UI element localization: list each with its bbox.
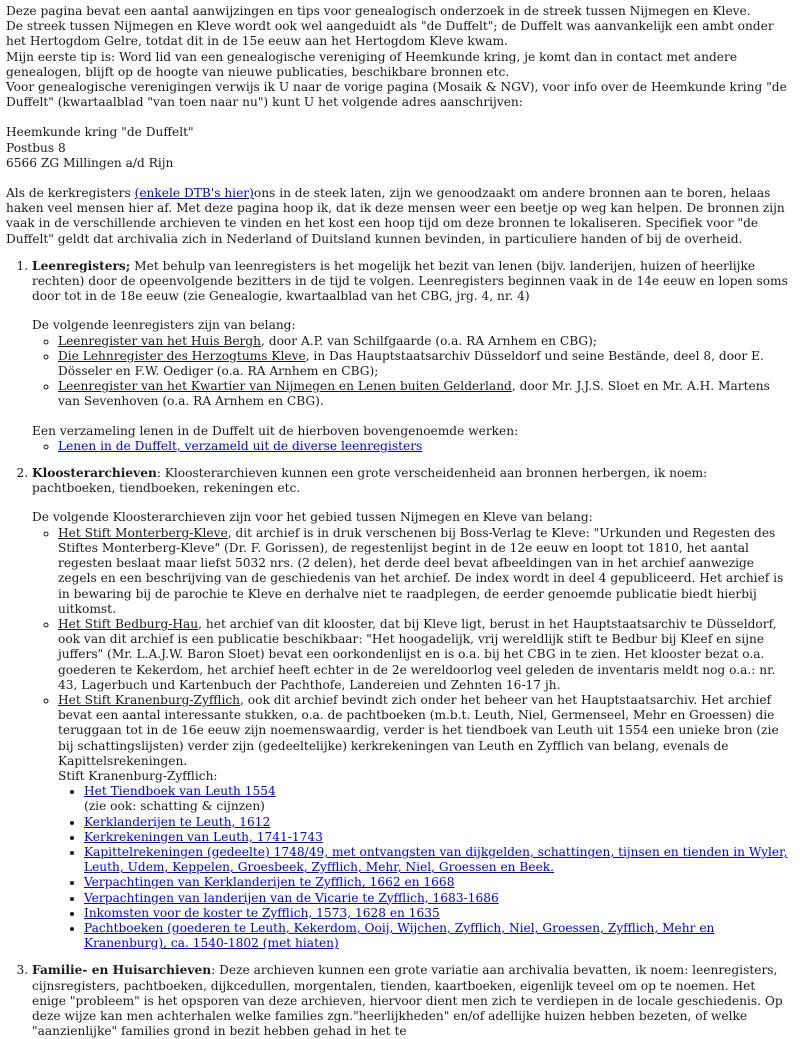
list-item: ◦ Die Lehnregister des Herzogtums Kleve, in Das Hauptstaatsarchiv Düsseldorf und seine Bestände, deel 8, door E. Dösseler en F.W. Oediger (o.a. RA Arnhem en CBG); [58,349,792,379]
section-title: Familie- en Huisarchieven [32,963,212,978]
list-item [84,830,792,845]
section-leenregisters: 1. Leenregisters; Met behulp van leenregisters is het mogelijk het bezit van lenen (bijv. landerijen, huizen of heerlijke rechten) door de opeenvolgende bezitters in de tijd te volgen. Leenregisters beginnen vaak in de 14e eeuw en lopen soms door tot in de 18e eeuw (zie Genealogie, kwartaalblad van het CBG, jrg. 4, nr. 4) De volgende leenregisters zijn van belang: ◦ Leenregister van het Huis Bergh, door A.P. van Schilfgaarde (o.a. RA Arnhem en CBG); ◦ Die Lehnregister des Herzogtums Kleve, in Das Hauptstaatsarchiv Düsseldorf und seine Bestände, deel 8, door E. Dösseler en F.W. Oediger (o.a. RA Arnhem en CBG); ◦ Leenregister van het Kwartier van Nijmegen en Lenen buiten Gelderland, door Mr. J.J.S. Sloet en Mr. A.H. Martens van Sevenhoven (o.a. RA Arnhem en CBG). Een verzameling lenen in de Duffelt uit de hierboven bovengenoemde werken: ◦ Lenen in de Duffelt, verzameld uit de diverse leenregisters [32,259,792,454]
address-block [6,125,792,171]
inkomsten-koster-link[interactable]: Inkomsten voor de koster te Zyfflich, 1573, 1628 en 1635 [84,905,440,920]
intro-line: Voor genealogische verenigingen verwijs ik U naar de vorige pagina (Mosaik & NGV), voor info over de Heemkunde kring "de Duffelt" (kwartaalblad "van toen naar nu") kunt U het volgende adres aanschrijven: [6,80,787,110]
list-item: ◦ Het Stift Bedburg-Hau, het archief van dit klooster, dat bij Kleve ligt, berust in het Hauptstaatsarchiv te Düsseldorf, ook van dit archief is een publicatie beschikbaar: "Het hoogadelijk, vrij wereldlijk stift te Bedbur bij Kleef en sijne juffers" (Mr. L.A.J.W. Baron Sloet) bevat een oorkondenlijst en is o.a. bij het CBG in te zien. Het klooster bezat o.a. goederen te Kekerdom, het archief heeft echter in de 2e wereldoorlog veel geleden de inventaris meldt nog o.a.: nr. 43, Lagerbuch und Kartenbuch der Pachthofe, Landereien und Zehnten 16-17 jh. [58,617,792,693]
list-item [84,815,792,830]
intro-line: Deze pagina bevat een aantal aanwijzingen en tips voor genealogisch onderzoek in de streek tussen Nijmegen en Kleve. [6,4,751,18]
section-familiearchieven: 3. Familie- en Huisarchieven: Deze archieven kunnen een grote variatie aan archivalia bevatten, ik noem: leenregisters, cijnsregisters, pachtboeken, dijkcedullen, morgentalen, tienden, kaartboeken, eigenlijk teveel om op te noemen. Het enige "probleem" is het opsporen van deze archieven, hiervoor dient men zich te verdiepen in de locale geschiedenis. Op deze wijze kan men achterhalen welke families zgn."heerlijkheden" en/of adellijke huizen hebben bezeten, of welke "aanzienlijke" families grond in bezit hebben gehad in het te [32,963,792,1039]
verpachtingen-vicarie-link[interactable]: Verpachtingen van landerijen van de Vicarie te Zyfflich, 1683-1686 [84,890,499,905]
kapittelrekeningen-link[interactable]: Kapittelrekeningen (gedeelte) 1748/49, met ontvangsten van dijkgelden, schattingen, tijnsen en tienden in Wyler, Leuth, Udem, Keppelen, Groesbeek, Zyfflich, Mehr, Niel, Groessen en Beek. [84,844,788,875]
verpachtingen-kerk-link[interactable]: Verpachtingen van Kerklanderijen te Zyfflich, 1662 en 1668 [84,875,455,890]
list-item: • Het Tiendboek van Leuth 1554 (zie ook: schatting & cijnzen) [84,784,792,814]
list-item [84,891,792,906]
lenen-duffelt-link[interactable]: Lenen in de Duffelt, verzameld uit de diverse leenregisters [58,438,423,453]
list-item [58,439,792,454]
list-item: ◦ Leenregister van het Kwartier van Nijmegen en Lenen buiten Gelderland, door Mr. J.J.S. Sloet en Mr. A.H. Martens van Sevenhoven (o.a. RA Arnhem en CBG). [58,379,792,409]
klooster-list [32,526,792,952]
list-item [84,875,792,890]
intro-line: De streek tussen Nijmegen en Kleve wordt ook wel aangeduidt als "de Duffelt"; de Duffelt was aanvankelijk een ambt onder het Hertogdom Gelre, totdat dit in de 15e eeuw aan het Hertogdom Kleve kwam. [6,19,774,49]
intro-line: Mijn eerste tip is: Word lid van een genealogische vereniging of Heemkunde kring, je komt dan in contact met andere genealogen, blijft op de hoogte van nieuwe publicaties, beschikbare bronnen etc. [6,49,738,79]
list-item [84,921,792,951]
list-item: ◦ Leenregister van het Huis Bergh, door A.P. van Schilfgaarde (o.a. RA Arnhem en CBG); [58,334,792,349]
kerkrekeningen-link[interactable]: Kerkrekeningen van Leuth, 1741-1743 [84,829,323,844]
kerkregisters-paragraph: Als de kerkregisters (enkele DTB's hier)ons in de steek laten, zijn we genoodzaakt om andere bronnen aan te boren, helaas haken veel mensen hier af. Met deze pagina hoop ik, dat ik deze mensen weer een beetje op weg kan helpen. De bronnen zijn vaak in de verschillende archieven te vinden en het kost een hoop tijd om deze bronnen te lokaliseren. Specifiek voor "de Duffelt" geldt dat archivalia zich in Nederland of Duitsland kunnen bevinden, in particuliere handen of bij de overheid. [6,186,785,246]
kranenburg-links [58,784,792,951]
list-item [84,845,792,875]
address-name: Heemkunde kring "de Duffelt" [6,125,194,140]
leenregister-list [32,334,792,410]
kerklanderijen-link[interactable]: Kerklanderijen te Leuth, 1612 [84,814,271,829]
list-item: ◦ Het Stift Monterberg-Kleve, dit archief is in druk verschenen bij Boss-Verlag te Kleve: "Urkunden und Regesten des Stiftes Monterberg-Kleve" (Dr. F. Gorissen), de regestenlijst begint in de 12e eeuw en loopt tot 1810, het aantal regesten beslaat maar liefst 5032 nrs. (2 delen), het derde deel bevat afbeeldingen van in het archief aanwezige zegels en een beschrijving van de geschiedenis van het archief. De index wordt in deel 4 gepubliceerd. Het archief is in bewaring bij de parochie te Kleve en derhalve niet te raadplegen, de eerder genoemde publicatie biedt hierbij uitkomst. [58,526,792,617]
section-kloosterarchieven: 2. Kloosterarchieven: Kloosterarchieven kunnen een grote verscheidenheid aan bronnen herbergen, ik noem: pachtboeken, tiendboeken, rekeningen etc. De volgende Kloosterarchieven zijn voor het gebied tussen Nijmegen en Kleve van belang: ◦ Het Stift Monterberg-Kleve, dit archief is in druk verschenen bij Boss-Verlag te Kleve: "Urkunden und Regesten des Stiftes Monterberg-Kleve" (Dr. F. Gorissen), de regestenlijst begint in de 12e eeuw en loopt tot 1810, het aantal regesten beslaat maar liefst 5032 nrs. (2 delen), het derde deel bevat afbeeldingen van in het archief aanwezige zegels en een beschrijving van de geschiedenis van het archief. De index wordt in deel 4 gepubliceerd. Het archief is in bewaring bij de parochie te Kleve en derhalve niet te raadplegen, de eerder genoemde publicatie biedt hierbij uitkomst. ◦ Het Stift Bedburg-Hau, het archief van dit klooster, dat bij Kleve ligt, berust in het Hauptstaatsarchiv te Düsseldorf, ook van dit archief is een publicatie beschikbaar: "Het hoogadelijk, vrij wereldlijk stift te Bedbur bij Kleef en sijne juffers" (Mr. L.A.J.W. Baron Sloet) bevat een oorkondenlijst en is o.a. bij het CBG in te zien. Het klooster bezat o.a. goederen te Kekerdom, het archief heeft echter in de 2e wereldoorlog veel geleden de inventaris meldt nog o.a.: nr. 43, Lagerbuch und Kartenbuch der Pachthofe, Landereien und Zehnten 16-17 jh. ◦ Het Stift Kranenburg-Zyfflich, ook dit archief bevindt zich onder het beheer van het Hauptstaatsarchiv. Het archief bevat een aantal interessante stukken, o.a. de pachtboeken (m.b.t. Leuth, Niel, Germenseel, Mehr en Groessen) die teruggaan tot in de 16e eeuw zijn noemenswaardig, verder is het tiendboek van Leuth uit 1554 een unieke bron (zie bij schattingslijsten) verder zijn (gedeeltelijke) kerkrekeningen van Leuth en Zyfflich van belang, evenals de Kapittelsrekeningen. Stift Kranenburg-Zyfflich: • Het Tiendboek van Leuth 1554 (zie ook: schatting & cijnzen) • Kerklanderijen te Leuth, 1612 • Kerkrekeningen van Leuth, 1741-1743 • Kapittelrekeningen (gedeelte) 1748/49, met ontvangsten van dijkgelden, schattingen, tijnsen en tienden in Wyler, Leuth, Udem, Keppelen, Groesbeek, Zyfflich, Mehr, Niel, Groessen en Beek. • Verpachtingen van Kerklanderijen te Zyfflich, 1662 en 1668 • Verpachtingen van landerijen van de Vicarie te Zyfflich, 1683-1686 • Inkomsten voor de koster te Zyfflich, 1573, 1628 en 1635 • Pachtboeken (goederen te Leuth, Kekerdom, Ooij, Wijchen, Zyfflich, Niel, Groessen, Zyfflich, Mehr en Kranenburg), ca. 1540-1802 (met hiaten) [32,466,792,951]
address-postbus: Postbus 8 [6,140,66,155]
dtb-link[interactable]: (enkele DTB's hier) [134,186,254,201]
pachtboeken-link[interactable]: Pachtboeken (goederen te Leuth, Kekerdom, Ooij, Wijchen, Zyfflich, Niel, Groessen, Zyfflich, Mehr en Kranenburg), ca. 1540-1802 (met hiaten) [84,920,715,951]
tiendboek-link[interactable]: Het Tiendboek van Leuth 1554 [84,784,276,799]
address-city: 6566 ZG Millingen a/d Rijn [6,155,174,170]
list-item [84,906,792,921]
section-title: Kloosterarchieven [32,466,157,481]
sources-list [6,259,792,1039]
list-item: ◦ Het Stift Kranenburg-Zyfflich, ook dit archief bevindt zich onder het beheer van het Hauptstaatsarchiv. Het archief bevat een aantal interessante stukken, o.a. de pachtboeken (m.b.t. Leuth, Niel, Germenseel, Mehr en Groessen) die teruggaan tot in de 16e eeuw zijn noemenswaardig, verder is het tiendboek van Leuth uit 1554 een unieke bron (zie bij schattingslijsten) verder zijn (gedeeltelijke) kerkrekeningen van Leuth en Zyfflich van belang, evenals de Kapittelsrekeningen. Stift Kranenburg-Zyfflich: • Het Tiendboek van Leuth 1554 (zie ook: schatting & cijnzen) • Kerklanderijen te Leuth, 1612 • Kerkrekeningen van Leuth, 1741-1743 • Kapittelrekeningen (gedeelte) 1748/49, met ontvangsten van dijkgelden, schattingen, tijnsen en tienden in Wyler, Leuth, Udem, Keppelen, Groesbeek, Zyfflich, Mehr, Niel, Groessen en Beek. • Verpachtingen van Kerklanderijen te Zyfflich, 1662 en 1668 • Verpachtingen van landerijen van de Vicarie te Zyfflich, 1683-1686 • Inkomsten voor de koster te Zyfflich, 1573, 1628 en 1635 • Pachtboeken (goederen te Leuth, Kekerdom, Ooij, Wijchen, Zyfflich, Niel, Groessen, Zyfflich, Mehr en Kranenburg), ca. 1540-1802 (met hiaten) [58,693,792,951]
section-title: Leenregisters; [32,258,131,273]
